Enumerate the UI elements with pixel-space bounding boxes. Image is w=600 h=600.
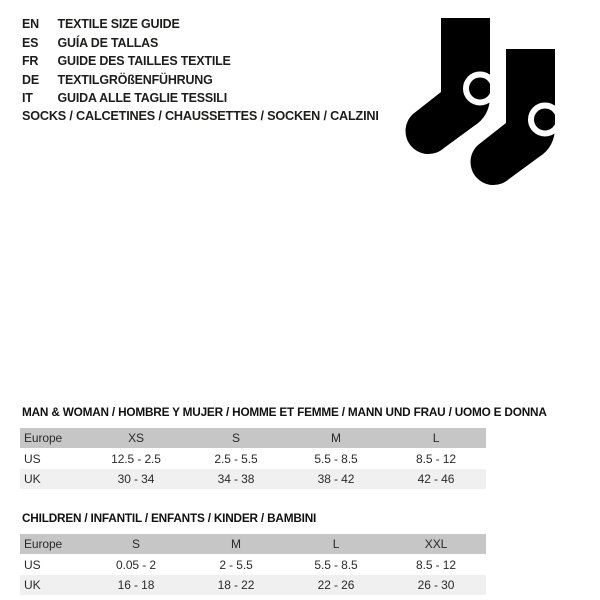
size-table-row [20,555,486,576]
sock-back-shape [405,18,490,154]
size-table-adults-block [20,405,547,489]
language-code: IT [22,90,33,106]
language-row [22,52,231,71]
language-label: GUÍA DE TALLAS [57,34,159,50]
size-range-cell: 38 - 42 [317,472,355,486]
language-row [22,71,231,90]
language-label: GUIDA ALLE TAGLIE TESSILI [57,90,227,106]
size-range-cell: 8.5 - 12 [416,558,456,572]
size-range-cell: 0.05 - 2 [116,558,156,572]
size-table-children-block [20,511,486,595]
region-cell: UK [24,472,41,486]
size-range-cell: 22 - 26 [317,578,355,592]
size-range-cell: 5.5 - 8.5 [314,558,358,572]
region-cell: UK [24,578,41,592]
size-range-cell: 34 - 38 [217,472,255,486]
size-range-cell: 12.5 - 2.5 [111,452,161,466]
size-header-cell: S [86,534,186,555]
size-header-cell: L [286,534,386,555]
size-range-cell: 18 - 22 [217,578,255,592]
size-header-cell: M [286,428,386,449]
size-range-cell: 42 - 46 [417,472,455,486]
language-label: TEXTILGRÖßENFÜHRUNG [57,71,213,87]
language-label: TEXTILE SIZE GUIDE [57,16,180,31]
size-header-cell: XXL [386,534,486,555]
size-range-cell: 16 - 18 [117,578,155,592]
size-range-cell: 26 - 30 [417,578,455,592]
size-header-cell: XS [86,428,186,449]
size-header-cell: S [186,428,286,449]
region-header-cell: Europe [20,534,86,555]
size-range-cell: 2 - 5.5 [219,558,253,572]
language-row [22,89,231,108]
size-range-cell: 5.5 - 8.5 [314,452,358,466]
language-list [22,15,231,108]
language-row [22,34,231,53]
language-code: DE [22,71,39,87]
size-table-row [20,575,486,595]
sock-front-heel-ring [531,106,559,134]
size-table-row [20,449,486,470]
language-code: FR [22,53,39,69]
region-cell: US [24,558,41,572]
size-table-children-title: CHILDREN / INFANTIL / ENFANTS / KINDER / BAMBINI [22,511,317,525]
language-code: EN [22,16,39,31]
size-range-cell: 8.5 - 12 [416,452,456,466]
size-table-row [20,469,486,489]
size-table-adults-title: MAN & WOMAN / HOMBRE Y MUJER / HOMME ET FEMME / MANN UND FRAU / UOMO E DONNA [22,405,547,419]
size-table-adults [20,428,486,489]
size-table-header-row [20,428,486,449]
size-header-cell: L [386,428,486,449]
region-cell: US [24,452,41,466]
size-range-cell: 30 - 34 [117,472,155,486]
sock-front-shape [470,49,555,185]
size-table-header-row [20,534,486,555]
language-code: ES [22,34,39,50]
size-header-cell: M [186,534,286,555]
size-range-cell: 2.5 - 5.5 [214,452,258,466]
category-heading: SOCKS / CALCETINES / CHAUSSETTES / SOCKEN / CALZINI [22,108,379,123]
region-header-cell: Europe [20,428,86,449]
language-label: GUIDE DES TAILLES TEXTILE [57,53,231,69]
sock-back-heel-ring [466,75,494,103]
language-row [22,15,231,34]
size-table-children [20,534,486,595]
